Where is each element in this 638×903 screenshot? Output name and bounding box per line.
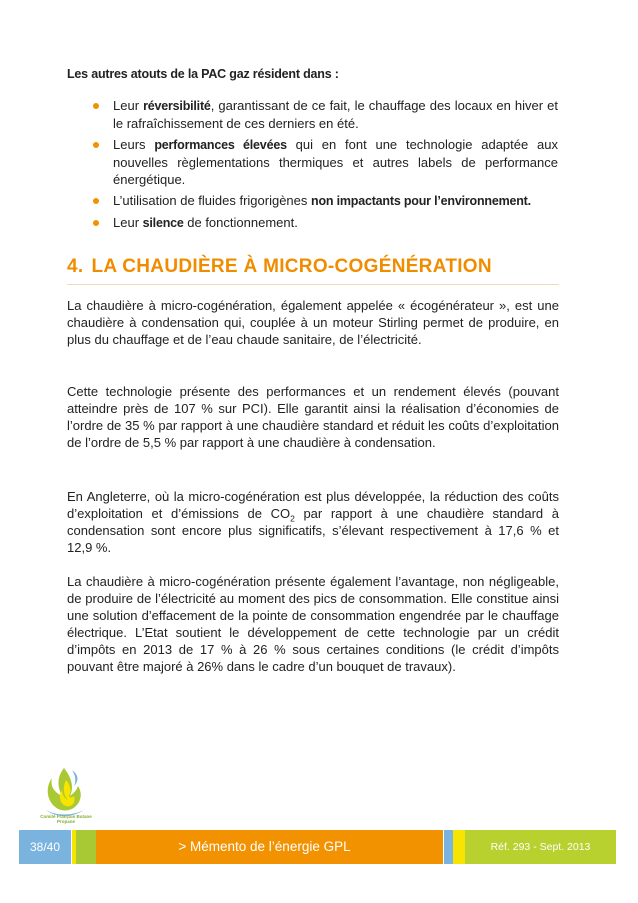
page-number: 38/40 xyxy=(19,830,71,864)
subscript-2: 2 xyxy=(290,513,295,524)
bullet-dot-icon xyxy=(93,220,99,226)
highlight-text: silence xyxy=(142,216,184,230)
list-item: Leur réversibilité, garantissant de ce fait, le chauffage des locaux en hiver et le rafraîchissement de ces derniers en été. xyxy=(90,97,558,132)
bullet-dot-icon xyxy=(93,103,99,109)
paragraph-1: La chaudière à micro-cogénération, également appelée « écogénérateur », est une chaudière à condensation qui, couplée à un moteur Stirling permet de produire, en plus du chauffage et de l’eau chaude sanitaire, de l’électricité. xyxy=(67,298,559,347)
footer-stripe-yellow-2 xyxy=(453,830,465,864)
paragraph-2: Cette technologie présente des performances et un rendement élevés (pouvant atteindre près de 107 % sur PCI). Elle garantit ainsi la réalisation d’économies de l’ordre de 35 % par rapport à une chaudière standard et réduit les coûts d’exploitation de l’ordre de 5,5 % par rapport à une chaudière à condensation. xyxy=(67,384,559,450)
section-heading xyxy=(67,254,559,285)
section-number: 4. xyxy=(67,256,84,277)
paragraph-3: En Angleterre, où la micro-cogénération est plus développée, la réduction des coûts d’exploitation et d’émissions de $CO_2$ par rapport à une chaudière standard à condensation sont encore plus significatifs, s’élevant respectivement à 17,6 % et 12,9 %. xyxy=(67,489,559,555)
list-item: Leur silence de fonctionnement. xyxy=(90,214,558,232)
highlight-text: performances élevées xyxy=(154,138,287,152)
list-item: L’utilisation de fluides frigorigènes non impactants pour l’environnement. xyxy=(90,192,558,210)
footer-title: > Mémento de l’énergie GPL xyxy=(178,839,351,854)
section-title: LA CHAUDIÈRE À MICRO-COGÉNÉRATION xyxy=(91,256,492,277)
footer-title-block xyxy=(96,830,443,864)
bullet-dot-icon xyxy=(93,142,99,148)
page-footer xyxy=(19,830,616,864)
bullet-dot-icon xyxy=(93,198,99,204)
advantages-list xyxy=(90,97,558,236)
footer-reference: Réf. 293 - Sept. 2013 xyxy=(465,830,616,864)
paragraph-4: La chaudière à micro-cogénération présente également l’avantage, non négligeable, de produire de l’électricité au moment des pics de consommation. Elle constitue ainsi une solution d’effacement de la pointe de consommation engendrée par le chauffage électrique. L’Etat soutient le développement de cette technologie par un crédit d’impôts en 2013 de 17 % à 26 % sous certaines conditions (le crédit d’impôts pouvant être majoré à 26% dans le cadre d’un bouquet de travaux). xyxy=(67,574,559,674)
highlight-text: non impactants pour l’environnement. xyxy=(311,194,531,208)
list-item: Leurs performances élevées qui en font une technologie adaptée aux nouvelles règlementations thermiques et autres labels de performance énergétique. xyxy=(90,136,558,188)
intro-line: Les autres atouts de la PAC gaz résident dans : xyxy=(67,67,339,81)
logo-caption: Comité Français Butane Propane xyxy=(40,814,92,824)
highlight-text: réversibilité xyxy=(143,99,211,113)
footer-stripe-blue xyxy=(444,830,453,864)
footer-stripe-green xyxy=(76,830,96,864)
